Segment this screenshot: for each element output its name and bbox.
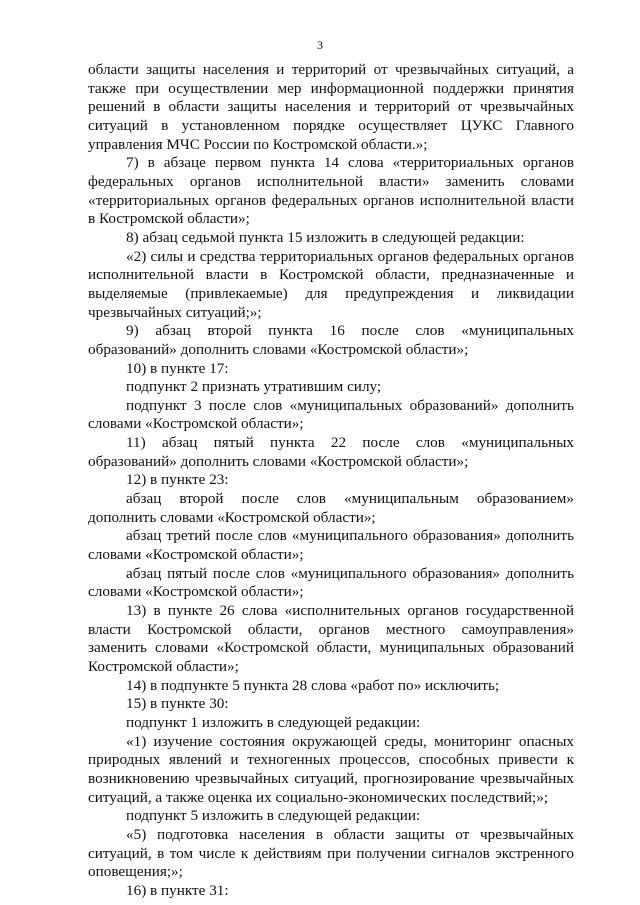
paragraph: подпункт 3 после слов «муниципальных образований» дополнить словами «Костромской области»; — [88, 396, 574, 433]
paragraph: «5) подготовка населения в области защиты от чрезвычайных ситуаций, в том числе к действиям при получении сигналов экстренного оповещения;»; — [88, 825, 574, 881]
paragraph: 12) в пункте 23: — [126, 471, 229, 489]
paragraph: «1) изучение состояния окружающей среды, мониторинг опасных природных явлений и техногенных процессов, способных привести к возникновению чрезвычайных ситуаций, прогнозирование чрезвычайных ситуаций, а также оценка их социально-экономических последствий;»; — [88, 732, 574, 806]
page-number: 3 — [317, 38, 323, 52]
paragraph: 7) в абзаце первом пункта 14 слова «территориальных органов федеральных органов исполнительной власти» заменить словами «территориальных органов федеральных органов исполнительной власти в Костромской области»; — [88, 154, 574, 228]
paragraph: 10) в пункте 17: — [126, 359, 229, 377]
paragraph: подпункт 1 изложить в следующей редакции: — [126, 713, 421, 731]
paragraph: абзац третий после слов «муниципального образования» дополнить словами «Костромской области»; — [88, 527, 574, 564]
paragraph: 16) в пункте 31: — [126, 881, 229, 899]
paragraph: 11) абзац пятый пункта 22 после слов «муниципальных образований» дополнить словами «Костромской области»; — [88, 434, 574, 470]
paragraph: «2) силы и средства территориальных органов федеральных органов исполнительной власти в Костромской области, предназначенные и выделяемые (привлекаемые) для предупреждения и ликвидации чрезвычайных ситуаций;»; — [88, 247, 574, 321]
paragraph: подпункт 5 изложить в следующей редакции: — [126, 807, 421, 825]
paragraph: 14) в подпункте 5 пункта 28 слова «работ по» исключить; — [126, 676, 500, 694]
paragraph: 9) абзац второй пункта 16 после слов «муниципальных образований» дополнить словами «Костромской области»; — [88, 322, 574, 358]
paragraph: 15) в пункте 30: — [126, 695, 229, 713]
paragraph: абзац пятый после слов «муниципального образования» дополнить словами «Костромской области»; — [88, 564, 574, 601]
paragraph: абзац второй после слов «муниципальным образованием» дополнить словами «Костромской области»; — [88, 490, 574, 526]
paragraph: подпункт 2 признать утратившим силу; — [126, 378, 382, 396]
paragraph: области защиты населения и территорий от чрезвычайных ситуаций, а также при осуществлении мер информационной поддержки принятия решений в области защиты населения и территорий от чрезвычайных ситуаций в установленном порядке осуществляет ЦУКС Главного управления МЧС России по Костромской области.»; — [88, 61, 574, 153]
paragraph: 8) абзац седьмой пункта 15 изложить в следующей редакции: — [126, 228, 525, 246]
paragraph: 13) в пункте 26 слова «исполнительных органов государственной власти Костромской области, органов местного самоуправления» заменить словами «Костромской области, муниципальных образований Костромской области»; — [88, 602, 574, 675]
document-body — [88, 61, 574, 901]
